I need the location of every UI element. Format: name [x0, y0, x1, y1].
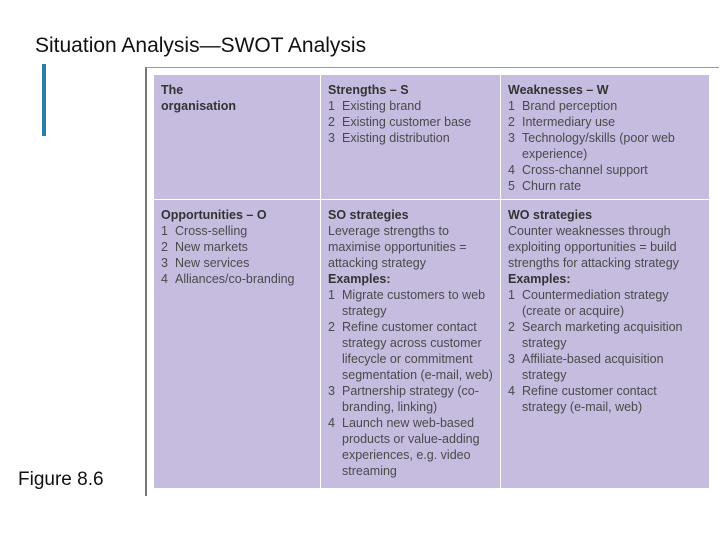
list-item-text: Alliances/co-branding [175, 272, 295, 286]
list-item-number: 1 [508, 99, 515, 113]
list-item-number: 4 [508, 163, 515, 177]
list-item-text: Technology/skills (poor web experience) [522, 131, 675, 161]
list-item [328, 287, 494, 319]
title-accent-bar [42, 64, 46, 136]
list-item [328, 415, 494, 479]
wo-strategies-heading: WO strategies [508, 208, 593, 222]
opportunities-list [161, 223, 314, 287]
opportunities-cell [154, 200, 321, 488]
list-item [508, 383, 703, 415]
wo-examples-list [508, 287, 703, 415]
list-item-number: 2 [328, 320, 335, 334]
list-item [161, 223, 314, 239]
list-item-number: 3 [508, 352, 515, 366]
so-examples-list [328, 287, 494, 479]
list-item [328, 319, 494, 383]
list-item-number: 3 [328, 131, 335, 145]
list-item-text: Partnership strategy (co-branding, linking) [342, 384, 479, 414]
list-item [508, 287, 703, 319]
swot-corner-cell [154, 75, 321, 200]
list-item [508, 114, 703, 130]
corner-heading-line1: The [161, 83, 184, 97]
list-item [328, 98, 494, 114]
list-item [328, 130, 494, 146]
list-item [508, 98, 703, 114]
list-item-text: Search marketing acquisition strategy [522, 320, 683, 350]
list-item-number: 1 [328, 99, 335, 113]
list-item-number: 2 [161, 240, 168, 254]
so-strategies-intro: Leverage strengths to maximise opportunities = attacking strategy [328, 224, 467, 270]
list-item-number: 3 [508, 131, 515, 145]
list-item-number: 4 [161, 272, 168, 286]
weaknesses-cell [501, 75, 709, 200]
list-item-number: 1 [161, 224, 168, 238]
list-item-text: Brand perception [522, 99, 618, 113]
list-item-text: Existing distribution [342, 131, 450, 145]
list-item-number: 5 [508, 179, 515, 193]
list-item-number: 2 [328, 115, 335, 129]
list-item-number: 3 [328, 384, 335, 398]
corner-heading-line2: organisation [161, 99, 237, 113]
list-item-text: Churn rate [522, 179, 582, 193]
list-item-text: Launch new web-based products or value-adding experiences, e.g. video streaming [342, 416, 480, 478]
strengths-heading: Strengths – S [328, 83, 409, 97]
opportunities-heading: Opportunities – O [161, 208, 267, 222]
so-strategies-cell [321, 200, 501, 488]
list-item-number: 2 [508, 320, 515, 334]
list-item-number: 1 [328, 288, 335, 302]
list-item-text: Refine customer contact strategy across customer lifecycle or commitment segmentation (e-mail, web) [342, 320, 493, 382]
list-item [508, 178, 703, 194]
list-item-text: New services [175, 256, 250, 270]
list-item-number: 4 [328, 416, 335, 430]
wo-strategies-intro: Counter weaknesses through exploiting opportunities = build strengths for attacking strategy [508, 224, 679, 270]
list-item [328, 114, 494, 130]
swot-matrix [154, 75, 709, 488]
weaknesses-list [508, 98, 703, 194]
list-item-text: Countermediation strategy (create or acquire) [522, 288, 669, 318]
so-examples-label: Examples: [328, 272, 391, 286]
list-item [508, 162, 703, 178]
list-item-text: Cross-selling [175, 224, 248, 238]
list-item-text: Existing customer base [342, 115, 472, 129]
strengths-cell [321, 75, 501, 200]
figure-label: Figure 8.6 [18, 469, 104, 490]
list-item [161, 239, 314, 255]
list-item-number: 2 [508, 115, 515, 129]
list-item-number: 4 [508, 384, 515, 398]
list-item-number: 1 [508, 288, 515, 302]
slide-title: Situation Analysis—SWOT Analysis [35, 34, 367, 57]
list-item [508, 130, 703, 162]
list-item-text: Intermediary use [522, 115, 616, 129]
list-item-text: Refine customer contact strategy (e-mail, web) [522, 384, 657, 414]
wo-strategies-cell [501, 200, 709, 488]
list-item [161, 271, 314, 287]
list-item-text: Affiliate-based acquisition strategy [522, 352, 664, 382]
list-item-number: 3 [161, 256, 168, 270]
list-item [508, 319, 703, 351]
weaknesses-heading: Weaknesses – W [508, 83, 609, 97]
list-item [508, 351, 703, 383]
so-strategies-heading: SO strategies [328, 208, 409, 222]
list-item [328, 383, 494, 415]
list-item-text: Cross-channel support [522, 163, 648, 177]
wo-examples-label: Examples: [508, 272, 571, 286]
strengths-list [328, 98, 494, 146]
list-item-text: Migrate customers to web strategy [342, 288, 486, 318]
list-item-text: Existing brand [342, 99, 422, 113]
list-item-text: New markets [175, 240, 248, 254]
list-item [161, 255, 314, 271]
